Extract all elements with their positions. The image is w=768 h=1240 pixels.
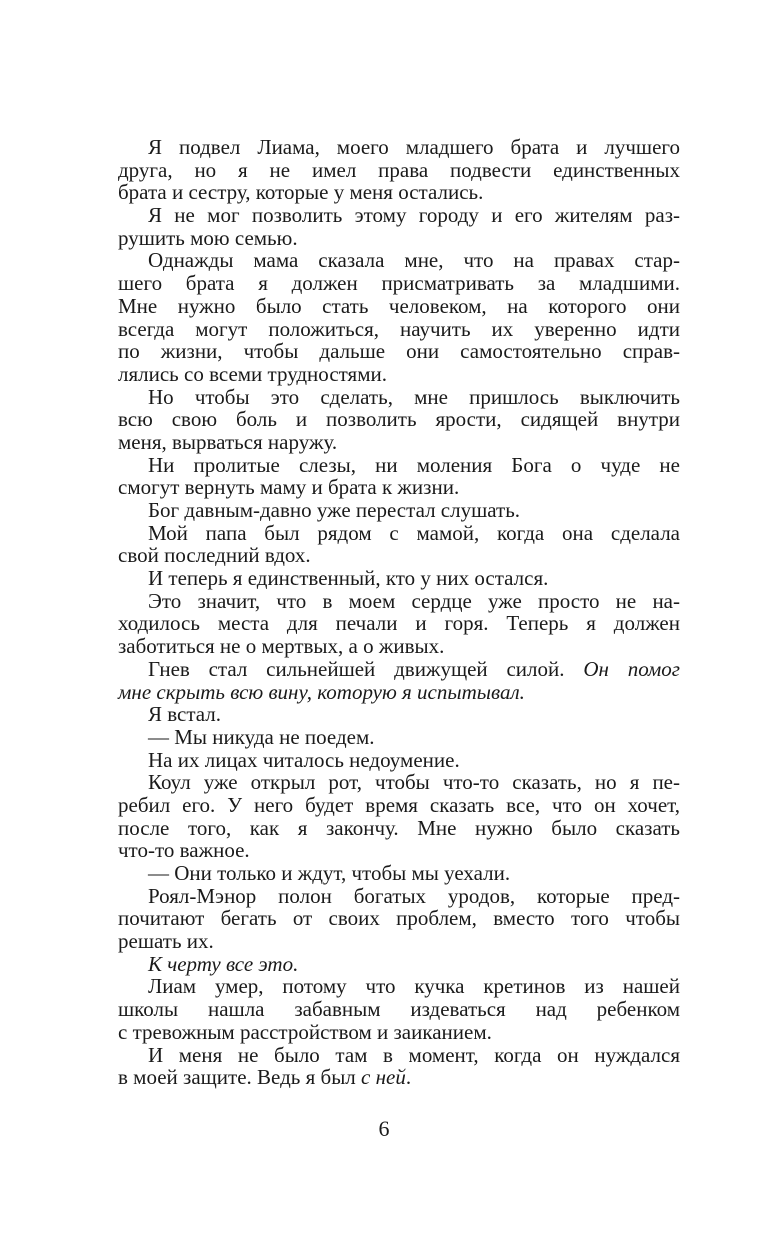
text-segment: Коул уже открыл рот, чтобы что-то сказать, но я пе- bbox=[148, 770, 680, 795]
paragraph bbox=[118, 590, 680, 658]
text-segment: И теперь я единственный, кто у них остался. bbox=[148, 566, 549, 591]
text-segment: Бог давным-давно уже перестал слушать. bbox=[148, 498, 521, 522]
text-line bbox=[118, 998, 680, 1021]
text-segment: после того, как я закончу. Мне нужно было сказать bbox=[118, 815, 680, 840]
text-line bbox=[118, 749, 680, 772]
paragraph bbox=[118, 522, 680, 567]
text-line bbox=[118, 159, 680, 182]
text-line bbox=[118, 635, 680, 658]
text-line bbox=[118, 204, 680, 227]
paragraph bbox=[118, 567, 680, 590]
text-segment: — Мы никуда не поедем. bbox=[148, 724, 375, 749]
italic-text: К черту все это. bbox=[148, 951, 299, 976]
text-segment: Гнев стал сильнейшей движущей силой. bbox=[148, 656, 584, 681]
paragraph bbox=[118, 975, 680, 1043]
text-segment: Мой папа был рядом с мамой, когда она сделала bbox=[148, 520, 680, 545]
text-segment: с тревожным расстройством и заиканием. bbox=[118, 1019, 492, 1044]
text-line bbox=[118, 227, 680, 250]
text-line bbox=[118, 136, 680, 159]
text-segment: Мне нужно было стать человеком, на которого они bbox=[118, 293, 680, 318]
text-segment: Лиам умер, потому что кучка кретинов из нашей bbox=[148, 974, 680, 999]
text-line bbox=[118, 544, 680, 567]
text-line bbox=[118, 340, 680, 363]
paragraph bbox=[118, 1044, 680, 1089]
paragraph bbox=[118, 885, 680, 953]
text-segment: Это значит, что в моем сердце уже просто не на- bbox=[148, 588, 680, 613]
text-line bbox=[118, 658, 680, 681]
paragraph bbox=[118, 386, 680, 454]
text-line bbox=[118, 363, 680, 386]
text-segment: всегда могут положиться, научить их уверенно идти bbox=[118, 316, 680, 341]
text-segment: решать их. bbox=[118, 929, 214, 954]
book-page-text bbox=[118, 136, 680, 1089]
text-line bbox=[118, 181, 680, 204]
text-line bbox=[118, 703, 680, 726]
text-segment: шего брата я должен присматривать за младшими. bbox=[118, 271, 680, 296]
text-segment: И меня не было там в момент, когда он нуждался bbox=[148, 1042, 680, 1067]
text-segment: всю свою боль и позволить ярости, сидящей внутри bbox=[118, 407, 680, 432]
text-line bbox=[118, 272, 680, 295]
italic-text: с ней bbox=[361, 1065, 406, 1090]
text-line bbox=[118, 499, 680, 522]
text-segment: Однажды мама сказала мне, что на правах стар- bbox=[148, 248, 680, 273]
text-segment: смогут вернуть маму и брата к жизни. bbox=[118, 475, 460, 500]
text-line bbox=[118, 1044, 680, 1067]
paragraph bbox=[118, 658, 680, 703]
text-line bbox=[118, 386, 680, 409]
text-segment: что-то важное. bbox=[118, 838, 250, 863]
text-line bbox=[118, 408, 680, 431]
text-line bbox=[118, 681, 680, 704]
text-line bbox=[118, 454, 680, 477]
text-line bbox=[118, 318, 680, 341]
text-line bbox=[118, 522, 680, 545]
text-segment: Я встал. bbox=[148, 702, 222, 727]
text-line bbox=[118, 771, 680, 794]
text-segment: Я подвел Лиама, моего младшего брата и лучшего bbox=[148, 135, 680, 159]
text-line bbox=[118, 295, 680, 318]
text-line bbox=[118, 885, 680, 908]
text-line bbox=[118, 476, 680, 499]
paragraph bbox=[118, 749, 680, 772]
text-segment: почитают бегать от своих проблем, вместо того чтобы bbox=[118, 906, 680, 931]
text-line bbox=[118, 612, 680, 635]
text-line bbox=[118, 249, 680, 272]
paragraph bbox=[118, 703, 680, 726]
text-segment: меня, вырваться наружу. bbox=[118, 429, 338, 454]
text-line bbox=[118, 431, 680, 454]
text-line bbox=[118, 1021, 680, 1044]
text-segment: ребил его. У него будет время сказать все, что он хочет, bbox=[118, 792, 680, 817]
paragraph bbox=[118, 136, 680, 204]
text-segment: — Они только и ждут, чтобы мы уехали. bbox=[148, 861, 511, 885]
text-segment: лялись со всеми трудностями. bbox=[118, 361, 387, 386]
text-line bbox=[118, 1066, 680, 1089]
paragraph bbox=[118, 499, 680, 522]
text-line bbox=[118, 839, 680, 862]
text-line bbox=[118, 590, 680, 613]
text-segment: друга, но я не имел права подвести единственных bbox=[118, 157, 680, 182]
paragraph bbox=[118, 249, 680, 385]
text-line bbox=[118, 726, 680, 749]
text-line bbox=[118, 862, 680, 885]
text-segment: брата и сестру, которые у меня остались. bbox=[118, 180, 484, 205]
text-line bbox=[118, 567, 680, 590]
italic-text: Он помог bbox=[583, 656, 680, 681]
text-segment: школы нашла забавным издеваться над ребенком bbox=[118, 997, 680, 1022]
text-line bbox=[118, 907, 680, 930]
text-segment: Но чтобы это сделать, мне пришлось выключить bbox=[148, 384, 680, 409]
text-line bbox=[118, 930, 680, 953]
paragraph bbox=[118, 454, 680, 499]
text-segment: Роял-Мэнор полон богатых уродов, которые пред- bbox=[148, 883, 680, 908]
text-segment: в моей защите. Ведь я был bbox=[118, 1065, 362, 1090]
paragraph bbox=[118, 204, 680, 249]
italic-text: мне скрыть всю вину, которую я испытывал. bbox=[118, 679, 525, 704]
text-line bbox=[118, 953, 680, 976]
text-segment: Ни пролитые слезы, ни моления Бога о чуде не bbox=[148, 452, 680, 477]
text-segment: свой последний вдох. bbox=[118, 543, 311, 568]
paragraph bbox=[118, 771, 680, 862]
text-segment: . bbox=[405, 1065, 412, 1090]
text-segment: Я не мог позволить этому городу и его жителям раз- bbox=[148, 203, 680, 228]
text-segment: по жизни, чтобы дальше они самостоятельно справ- bbox=[118, 339, 680, 364]
text-line bbox=[118, 817, 680, 840]
paragraph bbox=[118, 953, 680, 976]
text-segment: ходилось места для печали и горя. Теперь я должен bbox=[118, 611, 680, 636]
paragraph bbox=[118, 862, 680, 885]
text-segment: На их лицах читалось недоумение. bbox=[148, 747, 460, 772]
text-line bbox=[118, 975, 680, 998]
text-segment: заботиться не о мертвых, а о живых. bbox=[118, 634, 445, 659]
text-segment: рушить мою семью. bbox=[118, 225, 298, 250]
text-line bbox=[118, 794, 680, 817]
page-number: 6 bbox=[378, 1116, 390, 1141]
paragraph bbox=[118, 726, 680, 749]
